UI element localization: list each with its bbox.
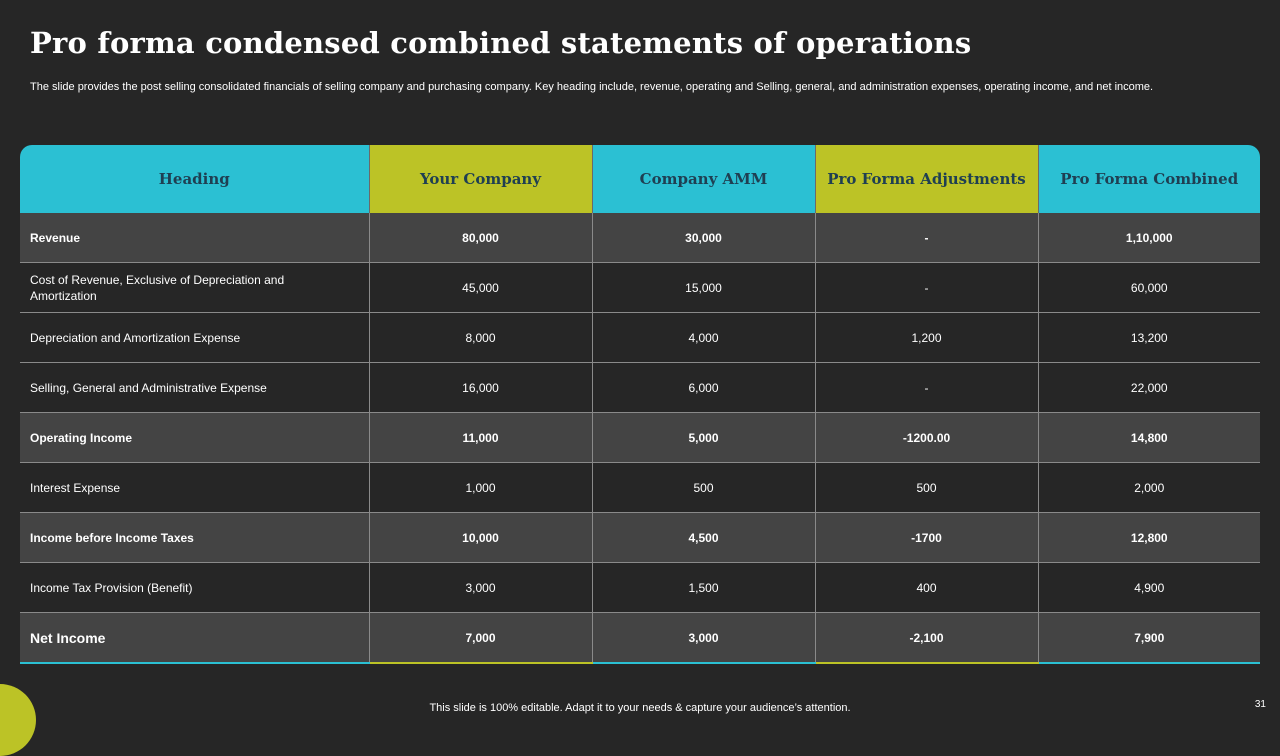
cell-combined: 13,200 — [1038, 313, 1260, 363]
cell-adjustments: 1,200 — [815, 313, 1038, 363]
cell-company-amm: 15,000 — [592, 263, 815, 313]
header-your-company: Your Company — [369, 145, 592, 213]
cell-company-amm: 4,500 — [592, 513, 815, 563]
table-row-income-tax-provision — [20, 563, 1260, 613]
corner-decoration-circle — [0, 684, 36, 756]
cell-combined: 2,000 — [1038, 463, 1260, 513]
cell-adjustments: 400 — [815, 563, 1038, 613]
table-row-revenue — [20, 213, 1260, 263]
table-row-sga-expense — [20, 363, 1260, 413]
slide-subtitle: The slide provides the post selling consolidated financials of selling company and purchasing company. Key heading include, revenue, operating and Selling, general, and administration expenses, operating income, and net income. — [30, 81, 1154, 93]
page-number: 31 — [1254, 699, 1266, 710]
cell-adjustments: -1200.00 — [815, 413, 1038, 463]
table-row-income-before-taxes — [20, 513, 1260, 563]
table-row-cost-of-revenue — [20, 263, 1260, 313]
table-row-depreciation — [20, 313, 1260, 363]
row-label: Revenue — [20, 213, 369, 263]
cell-company-amm: 1,500 — [592, 563, 815, 613]
cell-combined: 4,900 — [1038, 563, 1260, 613]
header-company-amm: Company AMM — [592, 145, 815, 213]
row-label: Interest Expense — [20, 463, 369, 513]
cell-company-amm: 6,000 — [592, 363, 815, 413]
header-heading: Heading — [20, 145, 369, 213]
operations-table — [20, 145, 1260, 664]
cell-your-company: 16,000 — [369, 363, 592, 413]
cell-combined: 22,000 — [1038, 363, 1260, 413]
cell-your-company: 11,000 — [369, 413, 592, 463]
table-row-operating-income — [20, 413, 1260, 463]
row-label: Selling, General and Administrative Expense — [20, 363, 369, 413]
slide-title: Pro forma condensed combined statements of operations — [30, 26, 972, 60]
header-pro-forma-combined: Pro Forma Combined — [1038, 145, 1260, 213]
row-label: Income Tax Provision (Benefit) — [20, 563, 369, 613]
table-header-row — [20, 145, 1260, 213]
cell-combined: 60,000 — [1038, 263, 1260, 313]
cell-your-company: 3,000 — [369, 563, 592, 613]
row-label: Cost of Revenue, Exclusive of Depreciation and Amortization — [20, 263, 369, 313]
header-pro-forma-adjustments: Pro Forma Adjustments — [815, 145, 1038, 213]
cell-company-amm: 5,000 — [592, 413, 815, 463]
cell-your-company: 10,000 — [369, 513, 592, 563]
row-label: Net Income — [20, 613, 369, 664]
footer-note: This slide is 100% editable. Adapt it to your needs & capture your audience’s attention. — [429, 702, 851, 714]
cell-adjustments: - — [815, 263, 1038, 313]
cell-adjustments: -2,100 — [815, 613, 1038, 664]
cell-adjustments: - — [815, 213, 1038, 263]
table-row-net-income — [20, 613, 1260, 664]
cell-adjustments: 500 — [815, 463, 1038, 513]
cell-adjustments: - — [815, 363, 1038, 413]
cell-company-amm: 30,000 — [592, 213, 815, 263]
cell-company-amm: 500 — [592, 463, 815, 513]
cell-combined: 14,800 — [1038, 413, 1260, 463]
cell-your-company: 8,000 — [369, 313, 592, 363]
cell-combined: 12,800 — [1038, 513, 1260, 563]
cell-combined: 7,900 — [1038, 613, 1260, 664]
row-label: Operating Income — [20, 413, 369, 463]
cell-your-company: 7,000 — [369, 613, 592, 664]
row-label: Depreciation and Amortization Expense — [20, 313, 369, 363]
cell-your-company: 80,000 — [369, 213, 592, 263]
row-label: Income before Income Taxes — [20, 513, 369, 563]
cell-company-amm: 3,000 — [592, 613, 815, 664]
cell-your-company: 45,000 — [369, 263, 592, 313]
operations-table-container — [20, 145, 1260, 664]
cell-your-company: 1,000 — [369, 463, 592, 513]
table-row-interest-expense — [20, 463, 1260, 513]
cell-combined: 1,10,000 — [1038, 213, 1260, 263]
cell-company-amm: 4,000 — [592, 313, 815, 363]
cell-adjustments: -1700 — [815, 513, 1038, 563]
